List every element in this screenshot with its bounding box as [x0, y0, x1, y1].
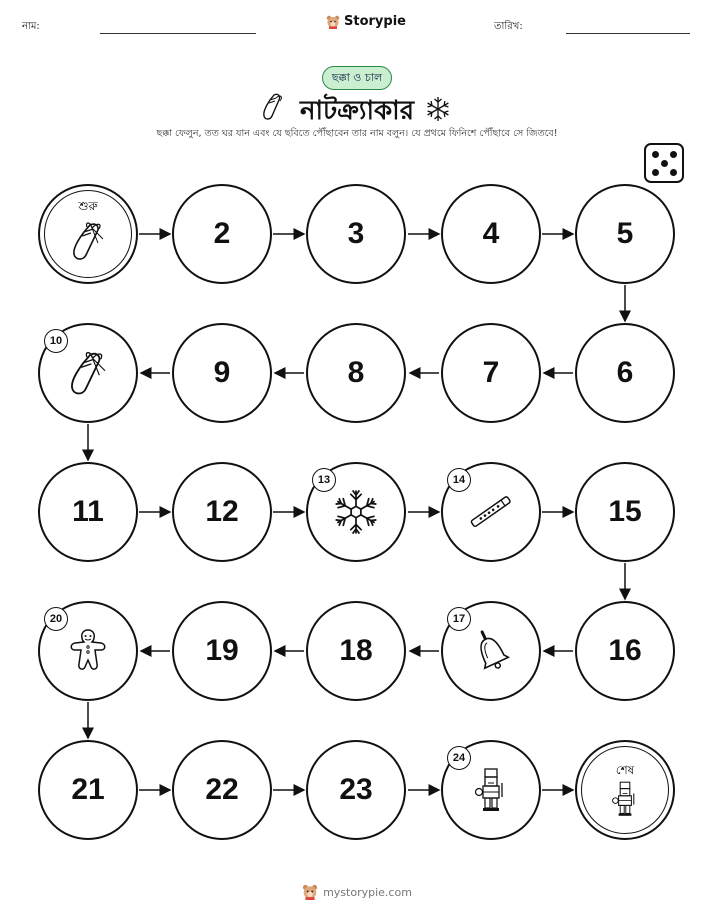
instructions: ছক্কা ফেলুন, তত ঘর যান এবং যে ছবিতে পৌঁছাবেন তার নাম বলুন। যে প্রথমে ফিনিশে পৌঁছাবে সে জিতবে! [156, 128, 558, 139]
bell-icon [466, 626, 516, 676]
board-cell[interactable] [575, 601, 675, 701]
cell-number: 4 [482, 217, 500, 250]
board-cell[interactable] [172, 323, 272, 423]
cell-number: 12 [205, 495, 239, 528]
page-title: নাটক্র্যাকার [299, 96, 415, 126]
gingerbread-man-icon [63, 626, 113, 676]
brand-name: Storypie [344, 14, 406, 29]
cell-badge: 14 [447, 468, 471, 492]
board-cell[interactable] [172, 740, 272, 840]
board-cell[interactable] [575, 462, 675, 562]
board-cell[interactable] [575, 323, 675, 423]
board-cell[interactable] [38, 462, 138, 562]
board-cell[interactable] [172, 601, 272, 701]
cell-number: 3 [347, 217, 365, 250]
board-cell[interactable] [38, 740, 138, 840]
footer-url[interactable]: mystorypie.com [323, 885, 412, 899]
cell-number: 21 [71, 773, 105, 806]
cell-badge: 17 [447, 607, 471, 631]
cell-number: 16 [608, 634, 642, 667]
board-cell-picture[interactable] [441, 740, 541, 840]
cell-number: 18 [339, 634, 373, 667]
board-cell-finish[interactable] [575, 740, 675, 840]
cell-badge: 10 [44, 329, 68, 353]
finish-ring [581, 746, 669, 834]
board-cell-picture[interactable] [38, 323, 138, 423]
cell-number: 23 [339, 773, 373, 806]
date-label: তারিখ: [494, 21, 523, 32]
cell-number: 8 [347, 356, 365, 389]
cell-badge: 24 [447, 746, 471, 770]
board-cell-picture[interactable] [441, 462, 541, 562]
cell-number: 6 [616, 356, 634, 389]
cell-number: 7 [482, 356, 500, 389]
board-cell[interactable] [306, 601, 406, 701]
nutcracker-icon [466, 765, 516, 815]
cell-number: 11 [72, 495, 104, 528]
flute-icon [466, 487, 516, 537]
board-cell-picture[interactable] [306, 462, 406, 562]
board-cell[interactable] [441, 323, 541, 423]
name-label: নাম: [22, 21, 40, 32]
cell-number: 2 [213, 217, 231, 250]
ballet-shoe-icon [63, 348, 113, 398]
cell-number: 9 [213, 356, 231, 389]
game-tag: ছক্কা ও চাল [322, 66, 392, 90]
snowflake-icon [331, 487, 381, 537]
cell-badge: 13 [312, 468, 336, 492]
board-cell[interactable] [172, 184, 272, 284]
cell-number: 5 [616, 217, 634, 250]
cell-number: 19 [205, 634, 239, 667]
finish-label: শেষ [615, 763, 635, 777]
board-cell[interactable] [306, 184, 406, 284]
footer [0, 884, 714, 900]
cell-number: 22 [205, 773, 239, 806]
board-cell[interactable] [575, 184, 675, 284]
start-label: শুরু [78, 199, 98, 213]
board-cell-start[interactable] [38, 184, 138, 284]
board-cell[interactable] [306, 323, 406, 423]
board-cell-picture[interactable] [38, 601, 138, 701]
board-cell[interactable] [441, 184, 541, 284]
board-cell-picture[interactable] [441, 601, 541, 701]
bear-logo-icon [302, 884, 318, 900]
cell-number: 15 [608, 495, 642, 528]
board-cell[interactable] [306, 740, 406, 840]
board-cell[interactable] [172, 462, 272, 562]
cell-badge: 20 [44, 607, 68, 631]
